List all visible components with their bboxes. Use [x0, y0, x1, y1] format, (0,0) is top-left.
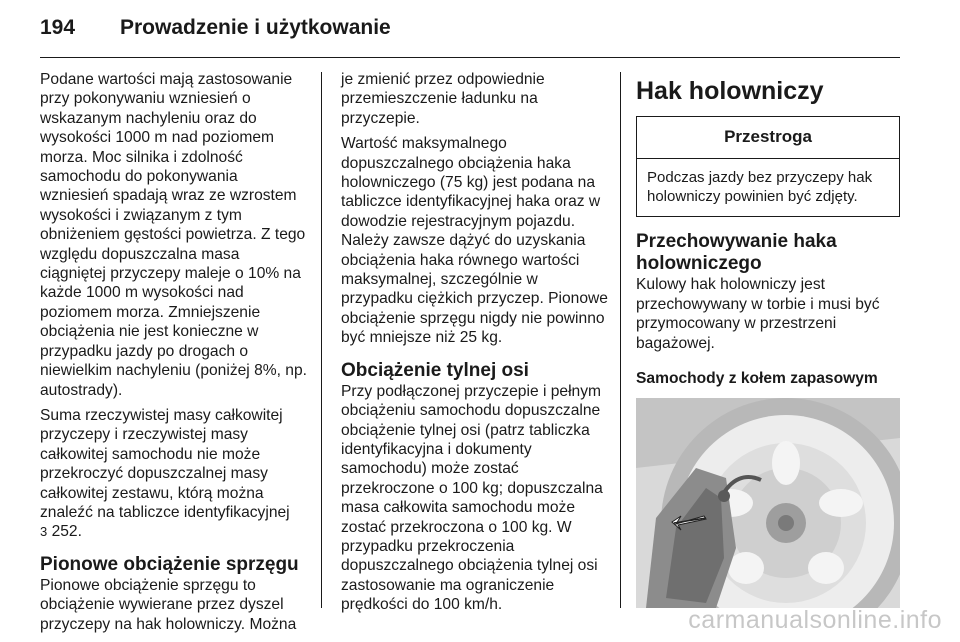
page-reference-icon: 3	[40, 524, 48, 540]
column-divider	[321, 72, 322, 608]
figure-caption: Samochody z kołem zapasowym	[636, 370, 878, 388]
warning-title: Przestroga	[637, 117, 899, 159]
watermark: carmanualsonline.info	[688, 606, 942, 634]
paragraph: Przy podłączonej przyczepie i pełnym obciążeniu samochodu dopuszczalne obciążenie tylnej osi (patrz tabliczka identyfikacyjna i dokumenty samochodu) może zostać przekroczone o 100 kg; dopuszczalna masa całkowita samochodu może zostać przekroczona o 100 kg. W przypadku przekroczenia dopuszczalnego obciążenia tylnej osi zastosowanie ma ograniczenie prędkości do 100 km/h.	[341, 382, 603, 614]
page-title: Prowadzenie i użytkowanie	[120, 16, 391, 39]
spare-wheel-illustration	[636, 398, 900, 608]
column-3	[636, 72, 902, 608]
page-reference[interactable]: 252.	[51, 523, 82, 541]
column-2	[341, 70, 611, 621]
paragraph: Wartość maksymalnego dopuszczalnego obciążenia haka holowniczego (75 kg) jest podana na tabliczce identyfikacyjnej haka oraz w dowodzie rejestracyjnym pojazdu. Należy zawsze dążyć do uzyskania obciążenia haka równego wartości maksymalnej, szczególnie w przypadku ciężkich przyczep. Pionowe obciążenie sprzęgu nigdy nie powinno być mniejsze niż 25 kg.	[341, 135, 608, 347]
section-heading: Obciążenie tylnej osi	[341, 359, 529, 381]
section-heading: Przechowywanie haka holowniczego	[636, 231, 837, 275]
paragraph: Kulowy hak holowniczy jest przechowywany w torbie i musi być przymocowany w przestrzeni bagażowej.	[636, 276, 880, 352]
column-1	[40, 70, 308, 640]
page-header	[40, 16, 391, 46]
page-number: 194	[40, 16, 76, 39]
paragraph: Pionowe obciążenie sprzęgu to obciążenie wywierane przez dyszel przyczepy na hak holowniczy. Można	[40, 576, 297, 633]
warning-box	[636, 116, 900, 217]
paragraph: Suma rzeczywistej masy całkowitej przyczepy i rzeczywistej masy całkowitej samochodu nie może przekroczyć dopuszczalnej masy całkowitej zestawu, którą można znaleźć na tabliczce identyfikacyjnej 3 252.	[40, 406, 290, 541]
warning-text: Podczas jazdy bez przyczepy hak holowniczy powinien być zdjęty.	[647, 169, 873, 206]
column-divider	[620, 72, 621, 608]
section-heading: Pionowe obciążenie sprzęgu	[40, 553, 299, 575]
paragraph: je zmienić przez odpowiednie przemieszczenie ładunku na przyczepie.	[341, 71, 545, 127]
header-rule	[40, 57, 900, 58]
chapter-heading: Hak holowniczy	[636, 77, 824, 105]
spare-wheel-photo	[636, 398, 900, 608]
paragraph: Podane wartości mają zastosowanie przy pokonywaniu wzniesień o wskazanym nachyleniu oraz do wysokości 1000 m nad poziomem morza. Moc silnika i zdolność samochodu do pokonywania wzniesień spadają wraz ze wzrostem wysokości i związanym z tym obniżeniem gęstości powietrza. Z tego względu dopuszczalna masa ciągniętej przyczepy maleje o 10% na każde 1000 m wysokości nad poziomem morza. Zmniejszenie obciążenia nie jest konieczne w przypadku jazdy po drogach o niewielkim nachyleniu (poniżej 8%, np. autostrady).	[40, 71, 307, 399]
